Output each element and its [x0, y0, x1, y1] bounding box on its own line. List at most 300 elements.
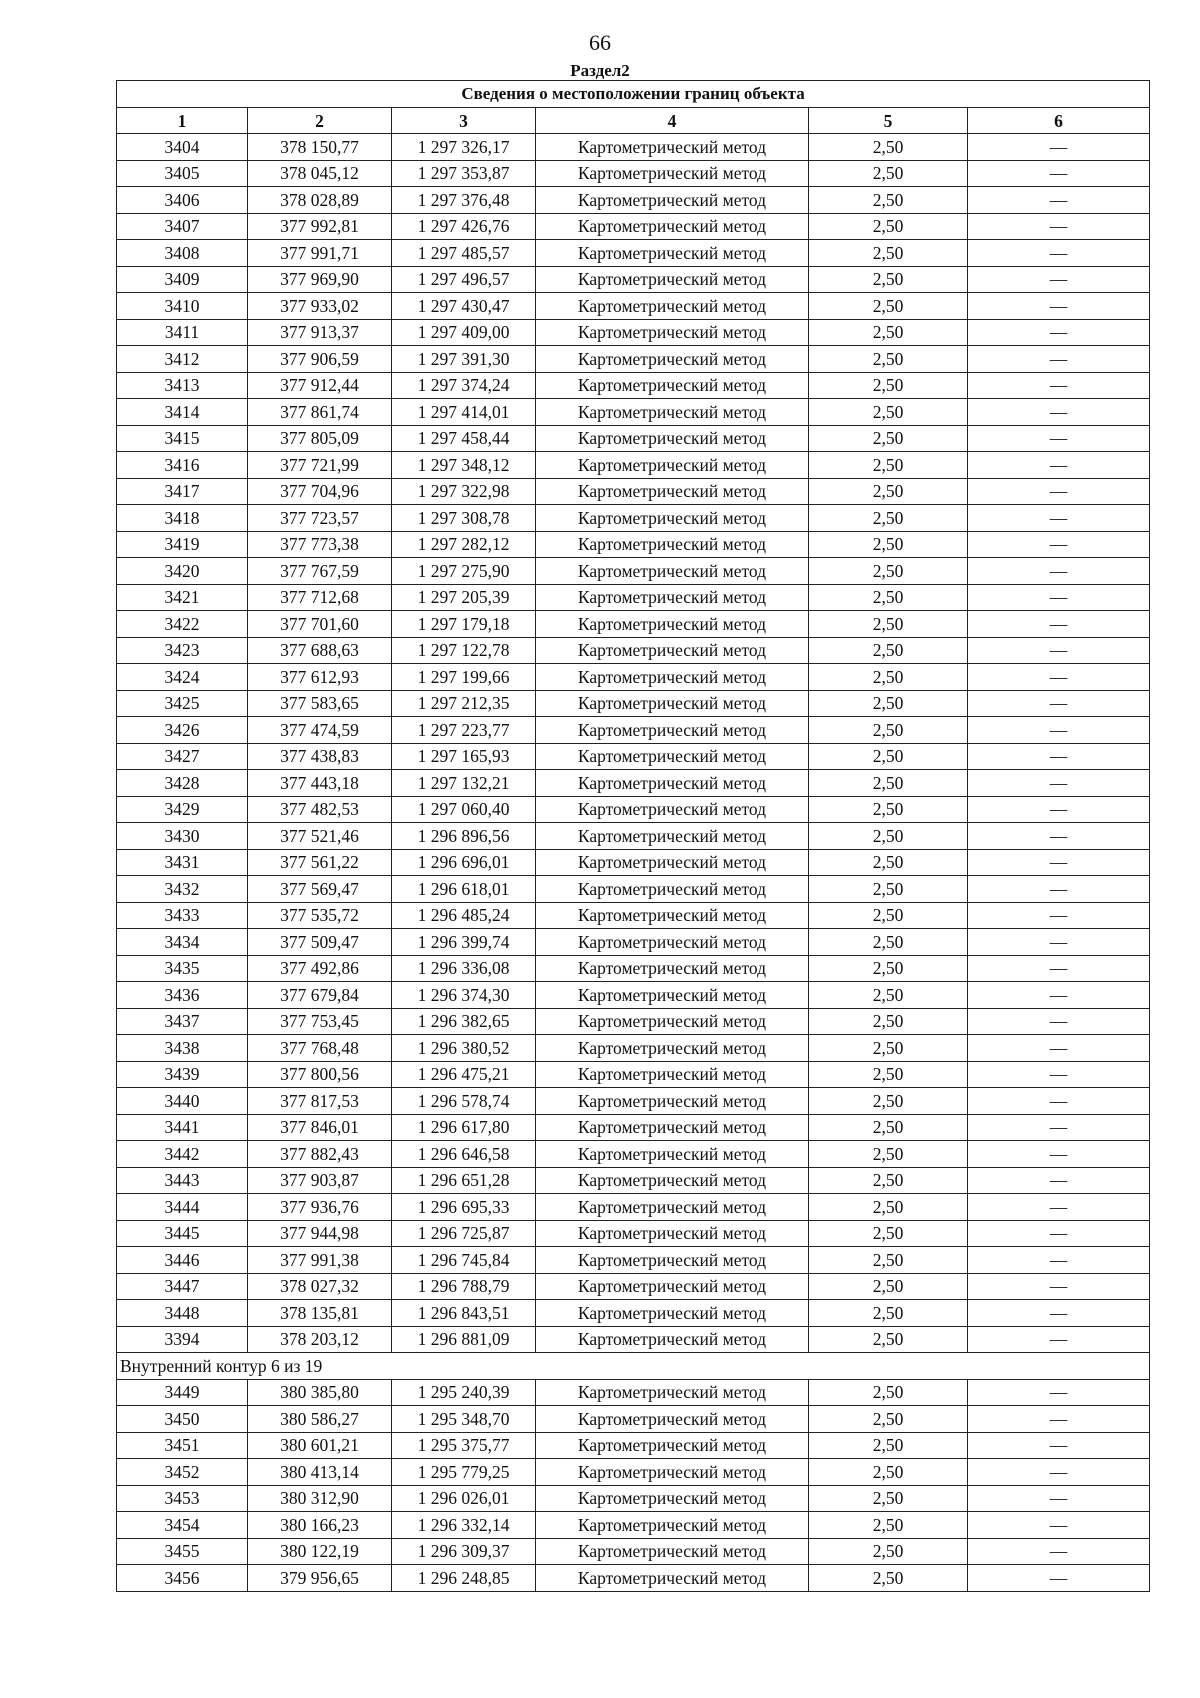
accuracy-cell: 2,50 — [809, 240, 968, 267]
description-cell: — — [968, 266, 1150, 293]
y-coordinate-cell: 1 297 308,78 — [392, 505, 536, 532]
description-cell: — — [968, 319, 1150, 346]
method-cell: Картометрический метод — [536, 425, 809, 452]
x-coordinate-cell: 377 861,74 — [248, 399, 392, 426]
accuracy-cell: 2,50 — [809, 478, 968, 505]
accuracy-cell: 2,50 — [809, 266, 968, 293]
y-coordinate-cell: 1 296 026,01 — [392, 1485, 536, 1512]
point-number-cell: 3446 — [117, 1247, 248, 1274]
y-coordinate-cell: 1 295 375,77 — [392, 1432, 536, 1459]
x-coordinate-cell: 377 969,90 — [248, 266, 392, 293]
x-coordinate-cell: 377 817,53 — [248, 1088, 392, 1115]
method-cell: Картометрический метод — [536, 902, 809, 929]
point-number-cell: 3438 — [117, 1035, 248, 1062]
description-cell: — — [968, 213, 1150, 240]
method-cell: Картометрический метод — [536, 823, 809, 850]
y-coordinate-cell: 1 296 382,65 — [392, 1008, 536, 1035]
y-coordinate-cell: 1 296 843,51 — [392, 1300, 536, 1327]
method-cell: Картометрический метод — [536, 664, 809, 691]
y-coordinate-cell: 1 296 309,37 — [392, 1538, 536, 1565]
description-cell: — — [968, 1194, 1150, 1221]
method-cell: Картометрический метод — [536, 1061, 809, 1088]
x-coordinate-cell: 377 912,44 — [248, 372, 392, 399]
description-cell: — — [968, 1406, 1150, 1433]
table-row — [117, 452, 1150, 479]
description-cell: — — [968, 611, 1150, 638]
y-coordinate-cell: 1 297 391,30 — [392, 346, 536, 373]
table-row — [117, 1061, 1150, 1088]
method-cell: Картометрический метод — [536, 1167, 809, 1194]
method-cell: Картометрический метод — [536, 505, 809, 532]
y-coordinate-cell: 1 296 399,74 — [392, 929, 536, 956]
accuracy-cell: 2,50 — [809, 1273, 968, 1300]
table-row — [117, 929, 1150, 956]
accuracy-cell: 2,50 — [809, 637, 968, 664]
table-row — [117, 425, 1150, 452]
accuracy-cell: 2,50 — [809, 399, 968, 426]
y-coordinate-cell: 1 297 353,87 — [392, 160, 536, 187]
accuracy-cell: 2,50 — [809, 1432, 968, 1459]
description-cell: — — [968, 240, 1150, 267]
description-cell: — — [968, 1538, 1150, 1565]
y-coordinate-cell: 1 297 275,90 — [392, 558, 536, 585]
accuracy-cell: 2,50 — [809, 1167, 968, 1194]
accuracy-cell: 2,50 — [809, 690, 968, 717]
table-row — [117, 717, 1150, 744]
description-cell: — — [968, 160, 1150, 187]
table-row — [117, 266, 1150, 293]
description-cell: — — [968, 1220, 1150, 1247]
point-number-cell: 3448 — [117, 1300, 248, 1327]
description-cell: — — [968, 1114, 1150, 1141]
point-number-cell: 3410 — [117, 293, 248, 320]
column-header: 5 — [809, 108, 968, 134]
y-coordinate-cell: 1 296 695,33 — [392, 1194, 536, 1221]
y-coordinate-cell: 1 295 348,70 — [392, 1406, 536, 1433]
x-coordinate-cell: 380 385,80 — [248, 1379, 392, 1406]
description-cell: — — [968, 690, 1150, 717]
method-cell: Картометрический метод — [536, 1565, 809, 1592]
table-body — [117, 134, 1150, 1592]
accuracy-cell: 2,50 — [809, 1379, 968, 1406]
method-cell: Картометрический метод — [536, 717, 809, 744]
y-coordinate-cell: 1 296 745,84 — [392, 1247, 536, 1274]
description-cell: — — [968, 1432, 1150, 1459]
method-cell: Картометрический метод — [536, 1326, 809, 1353]
method-cell: Картометрический метод — [536, 876, 809, 903]
description-cell: — — [968, 505, 1150, 532]
y-coordinate-cell: 1 297 122,78 — [392, 637, 536, 664]
table-row — [117, 134, 1150, 161]
x-coordinate-cell: 380 312,90 — [248, 1485, 392, 1512]
accuracy-cell: 2,50 — [809, 796, 968, 823]
accuracy-cell: 2,50 — [809, 1247, 968, 1274]
method-cell: Картометрический метод — [536, 929, 809, 956]
point-number-cell: 3417 — [117, 478, 248, 505]
description-cell: — — [968, 1512, 1150, 1539]
accuracy-cell: 2,50 — [809, 955, 968, 982]
y-coordinate-cell: 1 297 282,12 — [392, 531, 536, 558]
column-header: 3 — [392, 108, 536, 134]
point-number-cell: 3407 — [117, 213, 248, 240]
y-coordinate-cell: 1 297 205,39 — [392, 584, 536, 611]
accuracy-cell: 2,50 — [809, 1114, 968, 1141]
point-number-cell: 3413 — [117, 372, 248, 399]
table-row — [117, 1406, 1150, 1433]
accuracy-cell: 2,50 — [809, 743, 968, 770]
x-coordinate-cell: 377 704,96 — [248, 478, 392, 505]
description-cell: — — [968, 452, 1150, 479]
point-number-cell: 3430 — [117, 823, 248, 850]
section-title: Раздел2 — [570, 61, 630, 80]
accuracy-cell: 2,50 — [809, 770, 968, 797]
point-number-cell: 3425 — [117, 690, 248, 717]
point-number-cell: 3427 — [117, 743, 248, 770]
description-cell: — — [968, 558, 1150, 585]
column-header: 2 — [248, 108, 392, 134]
description-cell: — — [968, 1061, 1150, 1088]
description-cell: — — [968, 1088, 1150, 1115]
point-number-cell: 3455 — [117, 1538, 248, 1565]
point-number-cell: 3437 — [117, 1008, 248, 1035]
table-row — [117, 1114, 1150, 1141]
y-coordinate-cell: 1 297 322,98 — [392, 478, 536, 505]
method-cell: Картометрический метод — [536, 1035, 809, 1062]
point-number-cell: 3416 — [117, 452, 248, 479]
point-number-cell: 3436 — [117, 982, 248, 1009]
description-cell: — — [968, 1459, 1150, 1486]
description-cell: — — [968, 1379, 1150, 1406]
point-number-cell: 3419 — [117, 531, 248, 558]
table-row — [117, 399, 1150, 426]
y-coordinate-cell: 1 296 696,01 — [392, 849, 536, 876]
x-coordinate-cell: 378 203,12 — [248, 1326, 392, 1353]
table-row — [117, 1379, 1150, 1406]
method-cell: Картометрический метод — [536, 955, 809, 982]
point-number-cell: 3424 — [117, 664, 248, 691]
description-cell: — — [968, 1300, 1150, 1327]
point-number-cell: 3414 — [117, 399, 248, 426]
table-row — [117, 1326, 1150, 1353]
point-number-cell: 3434 — [117, 929, 248, 956]
description-cell: — — [968, 929, 1150, 956]
table-row — [117, 1035, 1150, 1062]
point-number-cell: 3406 — [117, 187, 248, 214]
x-coordinate-cell: 378 028,89 — [248, 187, 392, 214]
x-coordinate-cell: 377 991,38 — [248, 1247, 392, 1274]
y-coordinate-cell: 1 295 779,25 — [392, 1459, 536, 1486]
point-number-cell: 3428 — [117, 770, 248, 797]
method-cell: Картометрический метод — [536, 982, 809, 1009]
description-cell: — — [968, 902, 1150, 929]
table-row — [117, 1088, 1150, 1115]
x-coordinate-cell: 380 413,14 — [248, 1459, 392, 1486]
point-number-cell: 3452 — [117, 1459, 248, 1486]
point-number-cell: 3447 — [117, 1273, 248, 1300]
point-number-cell: 3453 — [117, 1485, 248, 1512]
point-number-cell: 3432 — [117, 876, 248, 903]
accuracy-cell: 2,50 — [809, 1220, 968, 1247]
description-cell: — — [968, 1141, 1150, 1168]
method-cell: Картометрический метод — [536, 1247, 809, 1274]
y-coordinate-cell: 1 297 414,01 — [392, 399, 536, 426]
point-number-cell: 3449 — [117, 1379, 248, 1406]
y-coordinate-cell: 1 296 618,01 — [392, 876, 536, 903]
point-number-cell: 3442 — [117, 1141, 248, 1168]
table-row — [117, 319, 1150, 346]
boundary-table — [116, 80, 1150, 1592]
description-cell: — — [968, 134, 1150, 161]
accuracy-cell: 2,50 — [809, 1485, 968, 1512]
table-row — [117, 637, 1150, 664]
point-number-cell: 3454 — [117, 1512, 248, 1539]
table-row — [117, 372, 1150, 399]
column-header: 6 — [968, 108, 1150, 134]
method-cell: Картометрический метод — [536, 531, 809, 558]
table-caption: Сведения о местоположении границ объекта — [117, 81, 1150, 108]
method-cell: Картометрический метод — [536, 690, 809, 717]
x-coordinate-cell: 377 800,56 — [248, 1061, 392, 1088]
table-row — [117, 240, 1150, 267]
accuracy-cell: 2,50 — [809, 1061, 968, 1088]
x-coordinate-cell: 380 586,27 — [248, 1406, 392, 1433]
point-number-cell: 3431 — [117, 849, 248, 876]
y-coordinate-cell: 1 297 212,35 — [392, 690, 536, 717]
method-cell: Картометрический метод — [536, 637, 809, 664]
description-cell: — — [968, 531, 1150, 558]
method-cell: Картометрический метод — [536, 1008, 809, 1035]
table-row — [117, 1194, 1150, 1221]
x-coordinate-cell: 378 150,77 — [248, 134, 392, 161]
description-cell: — — [968, 346, 1150, 373]
x-coordinate-cell: 378 027,32 — [248, 1273, 392, 1300]
x-coordinate-cell: 377 805,09 — [248, 425, 392, 452]
description-cell: — — [968, 1326, 1150, 1353]
table-row — [117, 876, 1150, 903]
y-coordinate-cell: 1 297 485,57 — [392, 240, 536, 267]
point-number-cell: 3394 — [117, 1326, 248, 1353]
point-number-cell: 3433 — [117, 902, 248, 929]
accuracy-cell: 2,50 — [809, 346, 968, 373]
point-number-cell: 3420 — [117, 558, 248, 585]
point-number-cell: 3423 — [117, 637, 248, 664]
y-coordinate-cell: 1 296 896,56 — [392, 823, 536, 850]
accuracy-cell: 2,50 — [809, 1459, 968, 1486]
table-row — [117, 558, 1150, 585]
accuracy-cell: 2,50 — [809, 1326, 968, 1353]
x-coordinate-cell: 377 535,72 — [248, 902, 392, 929]
y-coordinate-cell: 1 297 348,12 — [392, 452, 536, 479]
x-coordinate-cell: 377 438,83 — [248, 743, 392, 770]
description-cell: — — [968, 1565, 1150, 1592]
column-number-row — [117, 108, 1150, 134]
x-coordinate-cell: 377 492,86 — [248, 955, 392, 982]
y-coordinate-cell: 1 297 326,17 — [392, 134, 536, 161]
point-number-cell: 3409 — [117, 266, 248, 293]
x-coordinate-cell: 377 443,18 — [248, 770, 392, 797]
table-row — [117, 849, 1150, 876]
description-cell: — — [968, 770, 1150, 797]
x-coordinate-cell: 377 753,45 — [248, 1008, 392, 1035]
x-coordinate-cell: 377 906,59 — [248, 346, 392, 373]
y-coordinate-cell: 1 296 788,79 — [392, 1273, 536, 1300]
table-caption-row — [117, 81, 1150, 108]
point-number-cell: 3445 — [117, 1220, 248, 1247]
description-cell: — — [968, 1247, 1150, 1274]
accuracy-cell: 2,50 — [809, 531, 968, 558]
point-number-cell: 3422 — [117, 611, 248, 638]
x-coordinate-cell: 377 509,47 — [248, 929, 392, 956]
accuracy-cell: 2,50 — [809, 425, 968, 452]
point-number-cell: 3411 — [117, 319, 248, 346]
x-coordinate-cell: 377 944,98 — [248, 1220, 392, 1247]
y-coordinate-cell: 1 296 374,30 — [392, 982, 536, 1009]
x-coordinate-cell: 377 712,68 — [248, 584, 392, 611]
accuracy-cell: 2,50 — [809, 1194, 968, 1221]
table-row — [117, 1141, 1150, 1168]
table-row — [117, 213, 1150, 240]
method-cell: Картометрический метод — [536, 1406, 809, 1433]
x-coordinate-cell: 377 612,93 — [248, 664, 392, 691]
x-coordinate-cell: 377 721,99 — [248, 452, 392, 479]
y-coordinate-cell: 1 296 881,09 — [392, 1326, 536, 1353]
x-coordinate-cell: 377 933,02 — [248, 293, 392, 320]
table-row — [117, 478, 1150, 505]
method-cell: Картометрический метод — [536, 399, 809, 426]
y-coordinate-cell: 1 296 336,08 — [392, 955, 536, 982]
description-cell: — — [968, 982, 1150, 1009]
y-coordinate-cell: 1 296 485,24 — [392, 902, 536, 929]
method-cell: Картометрический метод — [536, 160, 809, 187]
table-row — [117, 1273, 1150, 1300]
x-coordinate-cell: 377 768,48 — [248, 1035, 392, 1062]
accuracy-cell: 2,50 — [809, 505, 968, 532]
description-cell: — — [968, 876, 1150, 903]
table-row — [117, 796, 1150, 823]
table-row — [117, 770, 1150, 797]
description-cell: — — [968, 955, 1150, 982]
description-cell: — — [968, 1485, 1150, 1512]
table-row — [117, 611, 1150, 638]
table-row — [117, 955, 1150, 982]
description-cell: — — [968, 584, 1150, 611]
x-coordinate-cell: 377 991,71 — [248, 240, 392, 267]
description-cell: — — [968, 1273, 1150, 1300]
x-coordinate-cell: 377 936,76 — [248, 1194, 392, 1221]
point-number-cell: 3421 — [117, 584, 248, 611]
method-cell: Картометрический метод — [536, 1432, 809, 1459]
method-cell: Картометрический метод — [536, 1485, 809, 1512]
method-cell: Картометрический метод — [536, 1194, 809, 1221]
y-coordinate-cell: 1 296 475,21 — [392, 1061, 536, 1088]
method-cell: Картометрический метод — [536, 1088, 809, 1115]
x-coordinate-cell: 377 569,47 — [248, 876, 392, 903]
point-number-cell: 3426 — [117, 717, 248, 744]
method-cell: Картометрический метод — [536, 796, 809, 823]
table-row — [117, 1220, 1150, 1247]
x-coordinate-cell: 377 903,87 — [248, 1167, 392, 1194]
y-coordinate-cell: 1 297 179,18 — [392, 611, 536, 638]
y-coordinate-cell: 1 297 374,24 — [392, 372, 536, 399]
y-coordinate-cell: 1 296 617,80 — [392, 1114, 536, 1141]
method-cell: Картометрический метод — [536, 743, 809, 770]
method-cell: Картометрический метод — [536, 1273, 809, 1300]
method-cell: Картометрический метод — [536, 187, 809, 214]
accuracy-cell: 2,50 — [809, 372, 968, 399]
point-number-cell: 3415 — [117, 425, 248, 452]
method-cell: Картометрический метод — [536, 478, 809, 505]
description-cell: — — [968, 849, 1150, 876]
method-cell: Картометрический метод — [536, 611, 809, 638]
x-coordinate-cell: 378 135,81 — [248, 1300, 392, 1327]
table-row — [117, 584, 1150, 611]
table-row — [117, 1300, 1150, 1327]
x-coordinate-cell: 377 561,22 — [248, 849, 392, 876]
method-cell: Картометрический метод — [536, 1114, 809, 1141]
point-number-cell: 3405 — [117, 160, 248, 187]
method-cell: Картометрический метод — [536, 240, 809, 267]
page-number: 66 — [589, 30, 611, 55]
x-coordinate-cell: 377 701,60 — [248, 611, 392, 638]
method-cell: Картометрический метод — [536, 134, 809, 161]
accuracy-cell: 2,50 — [809, 929, 968, 956]
x-coordinate-cell: 377 846,01 — [248, 1114, 392, 1141]
x-coordinate-cell: 377 773,38 — [248, 531, 392, 558]
table-row — [117, 187, 1150, 214]
x-coordinate-cell: 380 166,23 — [248, 1512, 392, 1539]
accuracy-cell: 2,50 — [809, 823, 968, 850]
method-cell: Картометрический метод — [536, 372, 809, 399]
method-cell: Картометрический метод — [536, 1141, 809, 1168]
point-number-cell: 3450 — [117, 1406, 248, 1433]
accuracy-cell: 2,50 — [809, 611, 968, 638]
y-coordinate-cell: 1 296 725,87 — [392, 1220, 536, 1247]
x-coordinate-cell: 380 601,21 — [248, 1432, 392, 1459]
table-row — [117, 743, 1150, 770]
point-number-cell: 3429 — [117, 796, 248, 823]
accuracy-cell: 2,50 — [809, 1512, 968, 1539]
method-cell: Картометрический метод — [536, 584, 809, 611]
point-number-cell: 3418 — [117, 505, 248, 532]
y-coordinate-cell: 1 297 426,76 — [392, 213, 536, 240]
accuracy-cell: 2,50 — [809, 1565, 968, 1592]
table-row — [117, 1485, 1150, 1512]
y-coordinate-cell: 1 296 332,14 — [392, 1512, 536, 1539]
table-row — [117, 1432, 1150, 1459]
accuracy-cell: 2,50 — [809, 187, 968, 214]
description-cell: — — [968, 1008, 1150, 1035]
accuracy-cell: 2,50 — [809, 1035, 968, 1062]
accuracy-cell: 2,50 — [809, 1008, 968, 1035]
accuracy-cell: 2,50 — [809, 558, 968, 585]
description-cell: — — [968, 187, 1150, 214]
x-coordinate-cell: 379 956,65 — [248, 1565, 392, 1592]
x-coordinate-cell: 377 723,57 — [248, 505, 392, 532]
accuracy-cell: 2,50 — [809, 1538, 968, 1565]
table-row — [117, 1538, 1150, 1565]
method-cell: Картометрический метод — [536, 849, 809, 876]
y-coordinate-cell: 1 297 132,21 — [392, 770, 536, 797]
accuracy-cell: 2,50 — [809, 1088, 968, 1115]
x-coordinate-cell: 377 882,43 — [248, 1141, 392, 1168]
method-cell: Картометрический метод — [536, 558, 809, 585]
table-row — [117, 1167, 1150, 1194]
accuracy-cell: 2,50 — [809, 293, 968, 320]
description-cell: — — [968, 637, 1150, 664]
method-cell: Картометрический метод — [536, 1220, 809, 1247]
y-coordinate-cell: 1 297 496,57 — [392, 266, 536, 293]
method-cell: Картометрический метод — [536, 1512, 809, 1539]
